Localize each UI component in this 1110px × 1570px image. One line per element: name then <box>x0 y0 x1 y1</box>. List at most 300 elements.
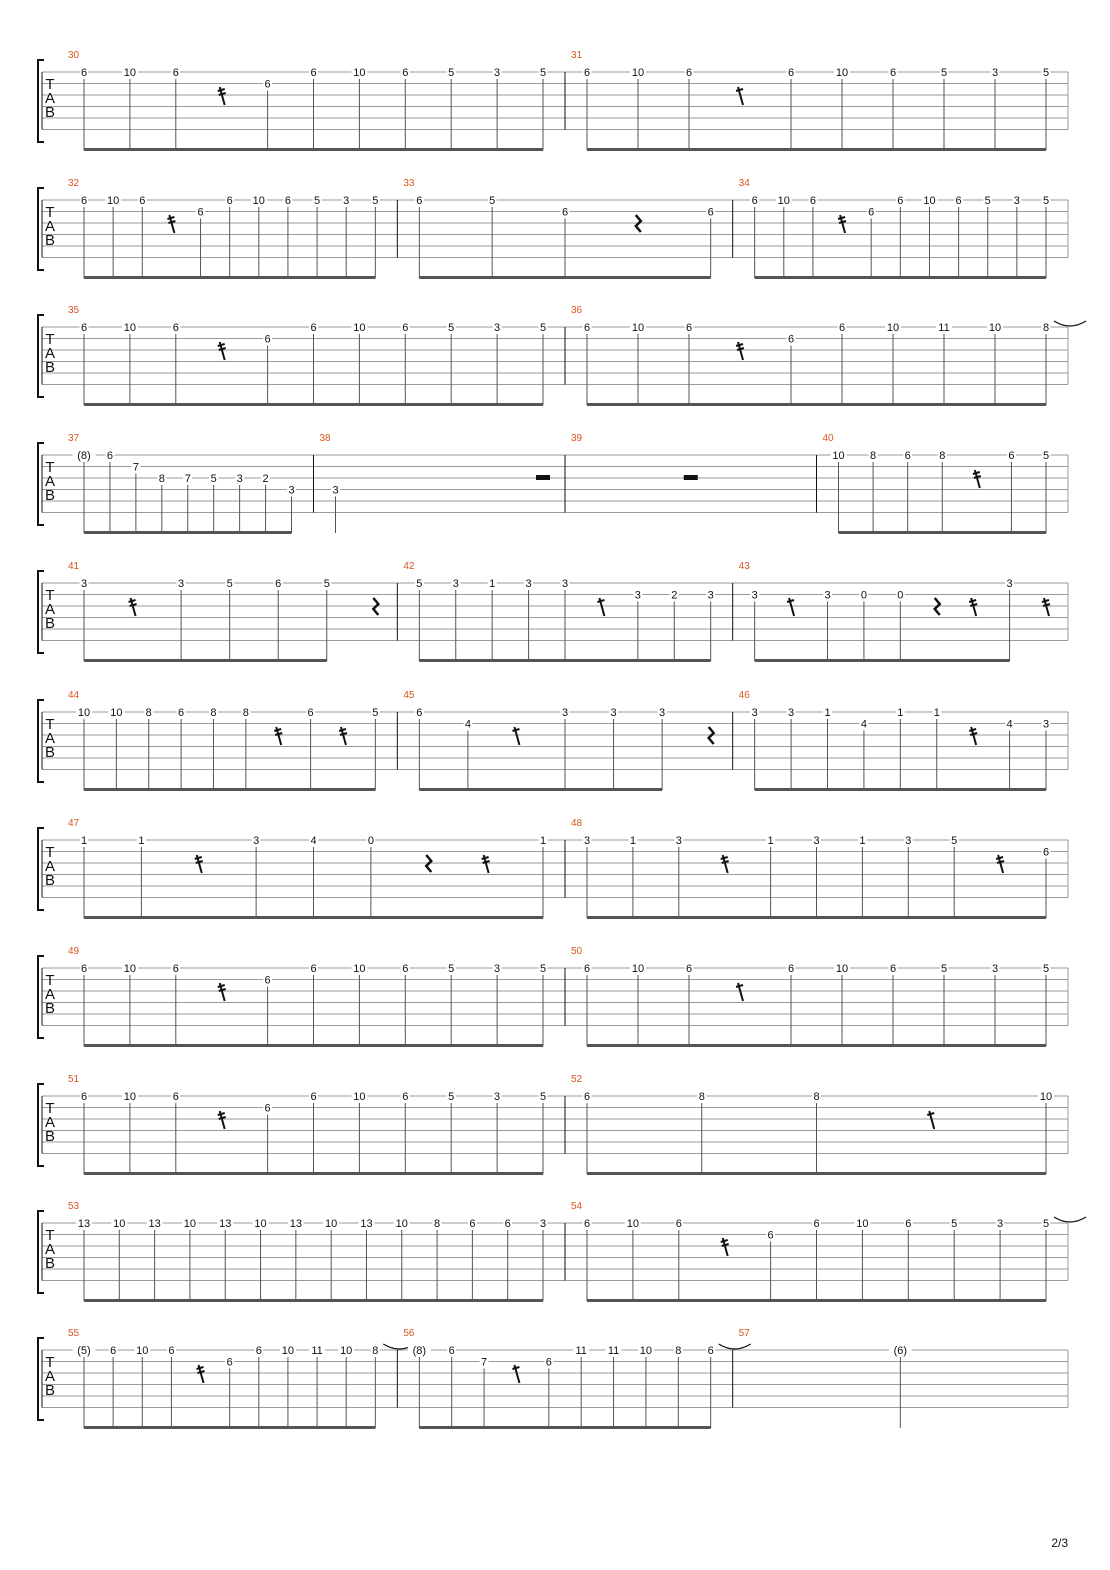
fret-number: 5 <box>448 1091 455 1103</box>
fret-number: 10 <box>1039 1091 1053 1103</box>
fret-number: 6 <box>172 963 179 975</box>
fret-number: 8 <box>813 1091 820 1103</box>
fret-number: 11 <box>938 322 950 334</box>
tab-clef-letter: A <box>44 473 56 490</box>
tab-clef-letter: B <box>44 744 56 761</box>
fret-number: 10 <box>923 195 936 207</box>
fret-number: 13 <box>77 1218 91 1230</box>
fret-number: 11 <box>607 1345 620 1357</box>
rest-symbol <box>736 983 743 1001</box>
fret-number: 5 <box>1042 67 1050 79</box>
fret-number: 5 <box>314 195 321 207</box>
fret-number: 4 <box>1006 718 1013 731</box>
fret-number: 6 <box>264 1102 271 1115</box>
fret-number: 3 <box>675 835 682 847</box>
fret-number: 5 <box>448 67 455 79</box>
rest-symbol <box>536 475 550 480</box>
fret-number: (5) <box>77 1345 91 1357</box>
fret-number: 5 <box>539 963 547 975</box>
rest-symbol <box>339 727 347 745</box>
fret-number: 8 <box>372 1345 379 1357</box>
fret-number: 6 <box>583 1218 591 1230</box>
fret-number: 3 <box>1042 718 1050 731</box>
beam <box>84 403 543 406</box>
rest-symbol <box>218 87 226 105</box>
measure-number: 30 <box>68 50 80 61</box>
fret-number: 10 <box>353 1091 366 1103</box>
fret-number: 5 <box>951 835 958 847</box>
fret-number: 8 <box>434 1218 441 1230</box>
fret-number: 6 <box>767 1229 774 1242</box>
fret-number: 6 <box>110 1345 117 1357</box>
beam <box>84 788 375 791</box>
fret-number: 11 <box>311 1345 323 1357</box>
fret-number: 13 <box>219 1218 232 1230</box>
tab-clef-letter: T <box>45 1100 55 1117</box>
beam <box>587 916 1046 919</box>
fret-number: 10 <box>886 322 900 334</box>
fret-number: 3 <box>253 835 260 847</box>
rest-symbol <box>996 855 1004 873</box>
fret-number: 3 <box>561 578 569 590</box>
tab-clef-letter: A <box>44 218 56 235</box>
measure-number: 46 <box>738 690 750 701</box>
fret-number: 3 <box>751 589 758 602</box>
tab-clef-letter: T <box>45 844 55 861</box>
measure-number: 45 <box>403 690 415 701</box>
fret-number: 6 <box>264 78 271 91</box>
tab-clef-letter: B <box>44 1255 56 1272</box>
fret-number: 0 <box>897 589 904 602</box>
fret-number: (8) <box>77 450 91 462</box>
fret-number: 6 <box>80 322 88 334</box>
tie-arc <box>719 1344 751 1349</box>
fret-number: 4 <box>464 718 471 731</box>
fret-number: 5 <box>539 67 547 79</box>
tab-clef-letter: T <box>45 1354 55 1371</box>
fret-number: 6 <box>264 974 271 987</box>
fret-number: 10 <box>107 195 120 207</box>
rest-symbol <box>512 1365 519 1383</box>
fret-number: 4 <box>860 718 867 731</box>
fret-number: 6 <box>402 67 409 79</box>
rest-symbol <box>935 598 940 615</box>
fret-number: 6 <box>787 333 795 346</box>
beam <box>84 659 327 662</box>
fret-number: 8 <box>939 450 946 462</box>
measure-number: 34 <box>738 178 750 189</box>
tab-clef-letter: T <box>45 1227 55 1244</box>
fret-number: 10 <box>254 1218 267 1230</box>
fret-number: 6 <box>307 707 314 719</box>
measure-number: 51 <box>68 1074 80 1085</box>
fret-number: 6 <box>685 322 693 334</box>
beam <box>84 531 292 534</box>
fret-number: 3 <box>452 578 459 590</box>
tab-clef-letter: T <box>45 76 55 93</box>
measure-number: 47 <box>68 818 80 829</box>
fret-number: 10 <box>123 1091 137 1103</box>
tab-clef-letter: B <box>44 104 56 121</box>
fret-number: 10 <box>110 707 123 719</box>
fret-number: 10 <box>631 67 645 79</box>
fret-number: (6) <box>893 1345 908 1357</box>
fret-number: 1 <box>138 835 145 847</box>
fret-number: 10 <box>340 1345 353 1357</box>
fret-number: 10 <box>353 963 366 975</box>
fret-number: 6 <box>889 67 897 79</box>
fret-number: 5 <box>539 322 547 334</box>
fret-number: 5 <box>372 195 379 207</box>
beam <box>755 276 1046 279</box>
fret-number: 5 <box>951 1218 958 1230</box>
beam <box>84 1299 543 1302</box>
rest-symbol <box>721 855 729 873</box>
fret-number: 5 <box>940 963 948 975</box>
measure-number: 57 <box>738 1328 750 1339</box>
fret-number: 3 <box>788 707 795 719</box>
beam <box>587 1044 1046 1047</box>
fret-number: 4 <box>310 835 317 847</box>
fret-number: 6 <box>955 195 962 207</box>
fret-number: 3 <box>991 963 999 975</box>
beam <box>755 659 1010 662</box>
fret-number: 3 <box>997 1218 1004 1230</box>
fret-number: 3 <box>659 707 666 719</box>
beam <box>419 788 662 791</box>
fret-number: 10 <box>835 963 849 975</box>
fret-number: 3 <box>634 589 641 602</box>
tab-clef-letter: A <box>44 1368 56 1385</box>
tab-clef-letter: T <box>45 204 55 221</box>
tab-clef-letter: B <box>44 1382 56 1399</box>
beam <box>84 276 375 279</box>
fret-number: 5 <box>1042 195 1050 207</box>
fret-number: 5 <box>323 578 330 590</box>
fret-number: 7 <box>132 461 139 474</box>
fret-number: 10 <box>353 322 366 334</box>
fret-number: 6 <box>707 1345 714 1357</box>
fret-number: 1 <box>489 578 496 590</box>
beam <box>84 1172 543 1175</box>
tab-clef-letter: B <box>44 232 56 249</box>
fret-number: 6 <box>583 322 591 334</box>
fret-number: 8 <box>698 1091 705 1103</box>
fret-number: 13 <box>289 1218 302 1230</box>
fret-number: 6 <box>402 963 409 975</box>
rest-symbol <box>197 1365 205 1383</box>
fret-number: 7 <box>481 1356 488 1369</box>
rest-symbol <box>787 598 794 616</box>
fret-number: 6 <box>889 963 897 975</box>
fret-number: 3 <box>343 195 350 207</box>
fret-number: 6 <box>707 206 714 219</box>
fret-number: 13 <box>148 1218 161 1230</box>
rest-symbol <box>218 983 226 1001</box>
rest-symbol <box>969 598 977 616</box>
beam <box>587 1172 1046 1175</box>
rest-symbol <box>218 342 226 360</box>
fret-number: 10 <box>136 1345 149 1357</box>
fret-number: 5 <box>539 1091 547 1103</box>
fret-number: 5 <box>1042 1218 1050 1230</box>
fret-number: 10 <box>325 1218 338 1230</box>
measure-number: 50 <box>571 946 583 957</box>
measure-number: 36 <box>571 305 583 316</box>
tab-clef-letter: A <box>44 858 56 875</box>
fret-number: 10 <box>777 195 790 207</box>
fret-number: 3 <box>236 473 243 485</box>
fret-number: 6 <box>504 1218 511 1230</box>
fret-number: 6 <box>787 67 795 79</box>
fret-number: 5 <box>372 707 379 719</box>
rest-symbol <box>736 87 743 105</box>
fret-number: 3 <box>332 484 339 497</box>
fret-number: 5 <box>448 963 455 975</box>
rest-symbol <box>218 1111 226 1129</box>
fret-number: 10 <box>123 322 137 334</box>
tab-clef-letter: A <box>44 730 56 747</box>
rest-symbol <box>512 727 519 745</box>
measure-number: 33 <box>403 178 415 189</box>
rest-symbol <box>195 855 203 873</box>
fret-number: 3 <box>494 67 501 79</box>
fret-number: 6 <box>310 322 317 334</box>
fret-number: 6 <box>583 67 591 79</box>
measure-number: 42 <box>403 561 415 572</box>
measure-number: 39 <box>571 433 583 444</box>
staff-system <box>38 1338 1068 1429</box>
fret-number: 3 <box>824 589 831 602</box>
fret-number: 5 <box>226 578 233 590</box>
rest-symbol <box>973 470 981 488</box>
fret-number: 5 <box>940 67 948 79</box>
beam <box>587 1299 1046 1302</box>
measure-number: 49 <box>68 946 80 957</box>
fret-number: 6 <box>284 195 291 207</box>
fret-number: 10 <box>988 322 1002 334</box>
fret-number: 6 <box>416 707 423 719</box>
fret-number: 6 <box>172 67 179 79</box>
fret-number: 3 <box>494 1091 501 1103</box>
fret-number: 5 <box>1042 963 1050 975</box>
fret-number: 6 <box>226 1356 233 1369</box>
fret-number: 6 <box>897 195 904 207</box>
fret-number: 6 <box>685 963 693 975</box>
fret-number: 3 <box>494 963 501 975</box>
fret-number: 6 <box>685 67 693 79</box>
measure-number: 35 <box>68 305 80 316</box>
fret-number: 6 <box>310 963 317 975</box>
fret-number: 10 <box>856 1218 869 1230</box>
fret-number: 6 <box>139 195 146 207</box>
fret-number: 6 <box>80 963 88 975</box>
beam <box>419 659 710 662</box>
rest-symbol <box>373 598 378 615</box>
rest-symbol <box>838 215 846 233</box>
fret-number: 5 <box>416 578 423 590</box>
fret-number: 6 <box>787 963 795 975</box>
fret-number: 10 <box>353 67 366 79</box>
measure-number: 40 <box>822 433 834 444</box>
fret-number: 10 <box>832 450 845 462</box>
fret-number: 6 <box>1008 450 1015 462</box>
fret-number: 10 <box>123 963 137 975</box>
staff-system <box>38 60 1068 151</box>
tab-clef-letter: A <box>44 1114 56 1131</box>
fret-number: 3 <box>751 707 758 719</box>
measure-number: 52 <box>571 1074 583 1085</box>
fret-number: 6 <box>561 206 569 219</box>
staff-system <box>38 188 1068 279</box>
fret-number: 1 <box>824 707 831 719</box>
fret-number: 3 <box>905 835 912 847</box>
tab-clef-letter: B <box>44 1000 56 1017</box>
fret-number: 3 <box>178 578 185 590</box>
fret-number: 1 <box>629 835 636 847</box>
fret-number: 8 <box>870 450 877 462</box>
fret-number: 8 <box>675 1345 682 1357</box>
fret-number: 1 <box>539 835 547 847</box>
fret-number: 3 <box>561 707 569 719</box>
fret-number: 10 <box>77 707 91 719</box>
fret-number: 6 <box>80 67 88 79</box>
fret-number: 8 <box>145 707 152 719</box>
fret-number: 3 <box>288 484 295 497</box>
fret-number: 10 <box>252 195 265 207</box>
measure-number: 41 <box>68 561 80 572</box>
tie-arc <box>1054 321 1086 326</box>
fret-number: 6 <box>813 1218 820 1230</box>
fret-number: 3 <box>813 835 820 847</box>
staff-system <box>38 700 1068 791</box>
rest-symbol <box>597 598 604 616</box>
rest-symbol <box>274 727 282 745</box>
tab-clef-letter: A <box>44 601 56 618</box>
fret-number: 10 <box>835 67 849 79</box>
beam <box>755 788 1046 791</box>
measure-number: 44 <box>68 690 80 701</box>
tab-clef-letter: B <box>44 872 56 889</box>
page-number: 2/3 <box>1051 1536 1068 1550</box>
fret-number: 1 <box>80 835 88 847</box>
fret-number: 6 <box>583 963 591 975</box>
fret-number: 6 <box>751 195 758 207</box>
rest-symbol <box>129 598 137 616</box>
fret-number: 8 <box>210 707 217 719</box>
fret-number: 1 <box>767 835 774 847</box>
beam <box>419 1426 710 1429</box>
measure-number: 43 <box>738 561 750 572</box>
fret-number: 6 <box>310 1091 317 1103</box>
measure-number: 56 <box>403 1328 415 1339</box>
fret-number: 5 <box>210 473 217 485</box>
fret-number: 10 <box>183 1218 197 1230</box>
fret-number: 5 <box>489 195 496 207</box>
beam <box>84 148 543 151</box>
fret-number: 3 <box>1013 195 1020 207</box>
fret-number: 3 <box>1006 578 1013 590</box>
rest-symbol <box>482 855 490 873</box>
rest-symbol <box>721 1238 729 1256</box>
beam <box>839 531 1047 534</box>
rest-symbol <box>736 342 744 360</box>
tab-clef-letter: B <box>44 487 56 504</box>
fret-number: 10 <box>626 1218 640 1230</box>
measure-number: 54 <box>571 1201 583 1212</box>
fret-number: 6 <box>172 1091 179 1103</box>
fret-number: 7 <box>184 473 191 485</box>
fret-number: 8 <box>1042 322 1050 334</box>
measure-number: 55 <box>68 1328 80 1339</box>
tab-clef-letter: B <box>44 359 56 376</box>
staff-system <box>38 571 1068 662</box>
fret-number: 6 <box>868 206 875 219</box>
measure-number: 53 <box>68 1201 80 1212</box>
fret-number: 10 <box>639 1345 653 1357</box>
fret-number: 8 <box>242 707 249 719</box>
fret-number: 6 <box>583 1091 591 1103</box>
rest-symbol <box>426 855 431 872</box>
beam <box>587 403 1046 406</box>
fret-number: 10 <box>395 1218 408 1230</box>
fret-number: 6 <box>416 195 423 207</box>
fret-number: 10 <box>281 1345 295 1357</box>
fret-number: 2 <box>262 473 269 485</box>
fret-number: 3 <box>707 589 714 602</box>
fret-number: 6 <box>172 322 179 334</box>
fret-number: 10 <box>123 67 137 79</box>
fret-number: 3 <box>80 578 88 590</box>
tab-clef-letter: T <box>45 587 55 604</box>
tab-clef-letter: B <box>44 1128 56 1145</box>
tab-clef-letter: A <box>44 986 56 1003</box>
rest-symbol <box>1042 598 1050 616</box>
beam <box>84 1044 543 1047</box>
fret-number: 3 <box>525 578 532 590</box>
fret-number: 3 <box>583 835 591 847</box>
rest-symbol <box>969 727 977 745</box>
fret-number: 6 <box>80 1091 88 1103</box>
fret-number: 6 <box>168 1345 175 1357</box>
tab-clef-letter: T <box>45 331 55 348</box>
rest-symbol <box>927 1111 934 1129</box>
fret-number: 6 <box>255 1345 262 1357</box>
fret-number: 0 <box>860 589 867 602</box>
staff-system <box>38 956 1068 1047</box>
staff-system <box>38 828 1068 919</box>
fret-number: 6 <box>469 1218 476 1230</box>
tab-clef-letter: A <box>44 345 56 362</box>
tab-clef-letter: T <box>45 459 55 476</box>
staff-system <box>38 315 1086 406</box>
fret-number: 6 <box>1042 846 1050 859</box>
fret-number: 1 <box>933 707 940 719</box>
measure-number: 31 <box>571 50 583 61</box>
beam <box>84 916 543 919</box>
measure-number: 32 <box>68 178 80 189</box>
fret-number: 10 <box>631 322 645 334</box>
fret-number: 6 <box>402 1091 409 1103</box>
fret-number: 6 <box>448 1345 455 1357</box>
fret-number: 3 <box>494 322 501 334</box>
tab-clef-letter: T <box>45 972 55 989</box>
fret-number: 13 <box>360 1218 373 1230</box>
fret-number: 6 <box>264 333 271 346</box>
beam <box>419 276 710 279</box>
fret-number: 6 <box>310 67 317 79</box>
measure-number: 38 <box>319 433 331 444</box>
